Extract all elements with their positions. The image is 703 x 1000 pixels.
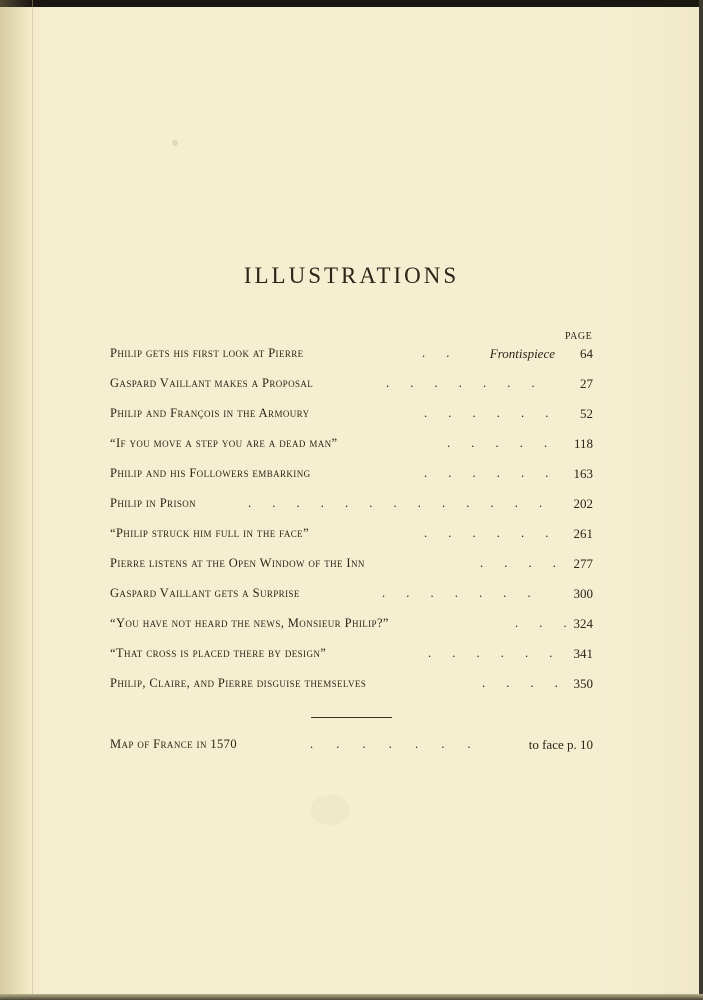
binding-shadow [0, 0, 32, 1000]
illustration-title: Philip gets his first look at Pierre [110, 346, 304, 360]
dot-leader: . . . . . . . [386, 376, 544, 390]
list-item [110, 616, 593, 636]
dot-leader: . . . . . . [424, 526, 558, 540]
dot-leader: . . . . . . . [310, 737, 481, 751]
list-item [110, 376, 593, 396]
list-item [110, 436, 593, 456]
paper-spot [310, 795, 350, 825]
illustration-title: Philip and his Followers embarking [110, 466, 311, 480]
dot-leader: . . . . . . [428, 646, 562, 660]
illustration-title: “You have not heard the news, Monsieur Philip?” [110, 616, 389, 630]
page-number: 118 [573, 436, 593, 451]
list-item [110, 406, 593, 426]
illustration-title: “If you move a step you are a dead man” [110, 436, 338, 450]
page-column-label: PAGE [565, 331, 593, 342]
paper-spot [172, 140, 178, 146]
list-item [110, 586, 593, 606]
list-item [110, 466, 593, 486]
illustration-title: “Philip struck him full in the face” [110, 526, 310, 540]
page-number: 163 [573, 466, 593, 481]
dot-leader: . . [422, 346, 459, 360]
map-page-ref: to face p. 10 [528, 737, 593, 752]
illustration-title: Philip, Claire, and Pierre disguise themselves [110, 676, 367, 690]
page-number: 341 [573, 646, 593, 661]
illustration-title: Philip and François in the Armoury [110, 406, 310, 420]
dot-leader: . . . . . . [424, 466, 558, 480]
illustration-title: Gaspard Vaillant makes a Proposal [110, 376, 314, 390]
illustration-title: “That cross is placed there by design” [110, 646, 327, 660]
list-item [110, 346, 593, 366]
list-item [110, 526, 593, 546]
page-number: 277 [573, 556, 593, 571]
list-item [110, 646, 593, 666]
list-item [110, 496, 593, 516]
binding-fold [32, 0, 33, 1000]
page-number: 350 [573, 676, 593, 691]
dot-leader: . . . . . . . . . . . . . [248, 496, 552, 510]
dot-leader: . . . . [480, 556, 565, 570]
dot-leader: . . . . . [447, 436, 557, 450]
page-number: 202 [573, 496, 593, 511]
list-item [110, 556, 593, 576]
page-top-edge [0, 0, 703, 7]
section-divider [311, 717, 392, 718]
page-number: 300 [573, 586, 593, 601]
map-title: Map of France in 1570 [110, 737, 237, 751]
illustration-title: Philip in Prison [110, 496, 197, 510]
page-number: 27 [580, 376, 593, 391]
page-bottom-edge [0, 994, 703, 1000]
dot-leader: . . . [515, 616, 576, 630]
page-title: ILLUSTRATIONS [243, 263, 460, 288]
page-number: 261 [573, 526, 593, 541]
dot-leader: . . . . [482, 676, 567, 690]
page-number: 324 [573, 616, 593, 631]
frontispiece-label: Frontispiece [489, 346, 555, 361]
illustration-title: Pierre listens at the Open Window of the Inn [110, 556, 365, 570]
dot-leader: . . . . . . [424, 406, 558, 420]
dot-leader: . . . . . . . [382, 586, 540, 600]
page-number: 64 [580, 346, 593, 361]
list-item [110, 676, 593, 696]
page-number: 52 [580, 406, 593, 421]
map-entry [110, 737, 593, 757]
page-right-edge [699, 0, 703, 1000]
illustration-title: Gaspard Vaillant gets a Surprise [110, 586, 300, 600]
